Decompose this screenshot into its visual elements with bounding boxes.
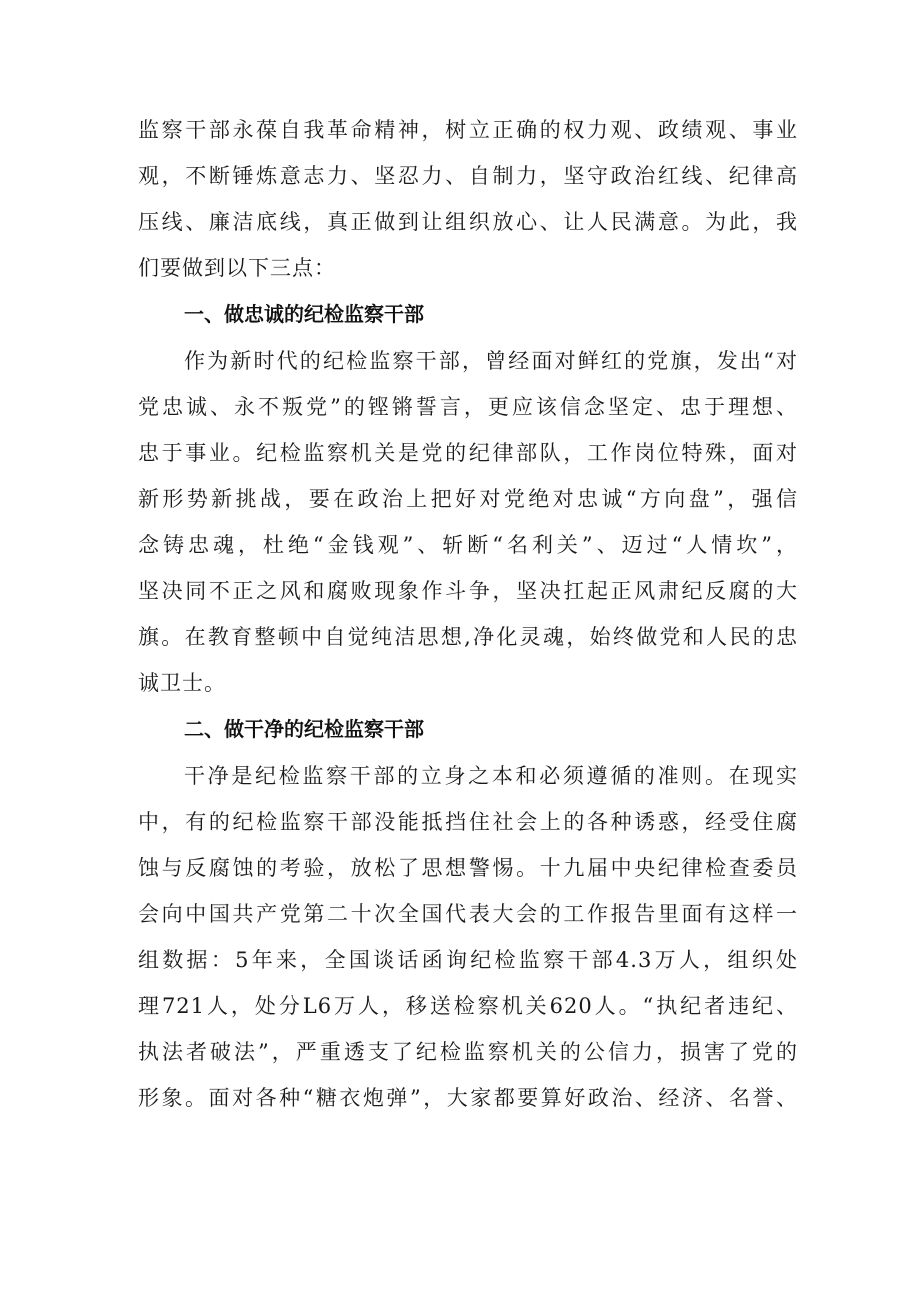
text-line: 执法者破法”，严重透支了纪检监察机关的公信力，损害了党的 [138, 1040, 798, 1064]
text-line: 观，不断锤炼意志力、坚忍力、自制力，坚守政治红线、纪律高 [138, 164, 798, 188]
text-line: 蚀与反腐蚀的考验，放松了思想警惕。十九届中央纪律检查委员 [138, 856, 798, 880]
intro-paragraph [138, 107, 798, 291]
text-line: 作为新时代的纪检监察干部，曾经面对鲜红的党旗，发出“对 [184, 349, 798, 373]
text-line: 中，有的纪检监察干部没能抵挡住社会上的各种诱惑，经受住腐 [138, 810, 798, 834]
text-line: 组数据：5年来，全国谈话函询纪检监察干部4.3万人，组织处 [138, 948, 798, 972]
text-line: 新形势新挑战，要在政治上把好对党绝对忠诚“方向盘”，强信 [138, 487, 798, 511]
section-heading-loyal: 一、做忠诚的纪检监察干部 [184, 302, 424, 326]
text-line: 监察干部永葆自我革命精神，树立正确的权力观、政绩观、事业 [138, 118, 798, 142]
text-line: 党忠诚、永不叛党”的铿锵誓言，更应该信念坚定、忠于理想、 [138, 395, 798, 419]
text-line: 们要做到以下三点： [138, 256, 336, 280]
text-line: 诚卫士。 [138, 671, 226, 695]
text-line: 忠于事业。纪检监察机关是党的纪律部队，工作岗位特殊，面对 [138, 441, 798, 465]
text-line: 坚决同不正之风和腐败现象作斗争，坚决扛起正风肃纪反腐的大 [138, 579, 798, 603]
text-line: 压线、廉洁底线，真正做到让组织放心、让人民满意。为此，我 [138, 210, 798, 234]
section-heading-clean: 二、做干净的纪检监察干部 [184, 717, 424, 741]
text-line: 旗。在教育整顿中自觉纯洁思想,净化灵魂，始终做党和人民的忠 [138, 625, 798, 649]
section-clean-paragraph [138, 753, 798, 1121]
text-line: 干净是纪检监察干部的立身之本和必须遵循的准则。在现实 [184, 764, 798, 788]
text-line: 会向中国共产党第二十次全国代表大会的工作报告里面有这样一 [138, 902, 798, 926]
text-line: 理721人，处分L6万人，移送检察机关620人。“执纪者违纪、 [138, 994, 798, 1018]
text-line: 念铸忠魂，杜绝“金钱观”、斩断“名利关”、迈过“人情坎”， [138, 533, 798, 557]
document-body [138, 107, 798, 1121]
text-line: 形象。面对各种“糖衣炮弹”，大家都要算好政治、经济、名誉、 [138, 1086, 798, 1110]
section-loyal-paragraph [138, 338, 798, 706]
